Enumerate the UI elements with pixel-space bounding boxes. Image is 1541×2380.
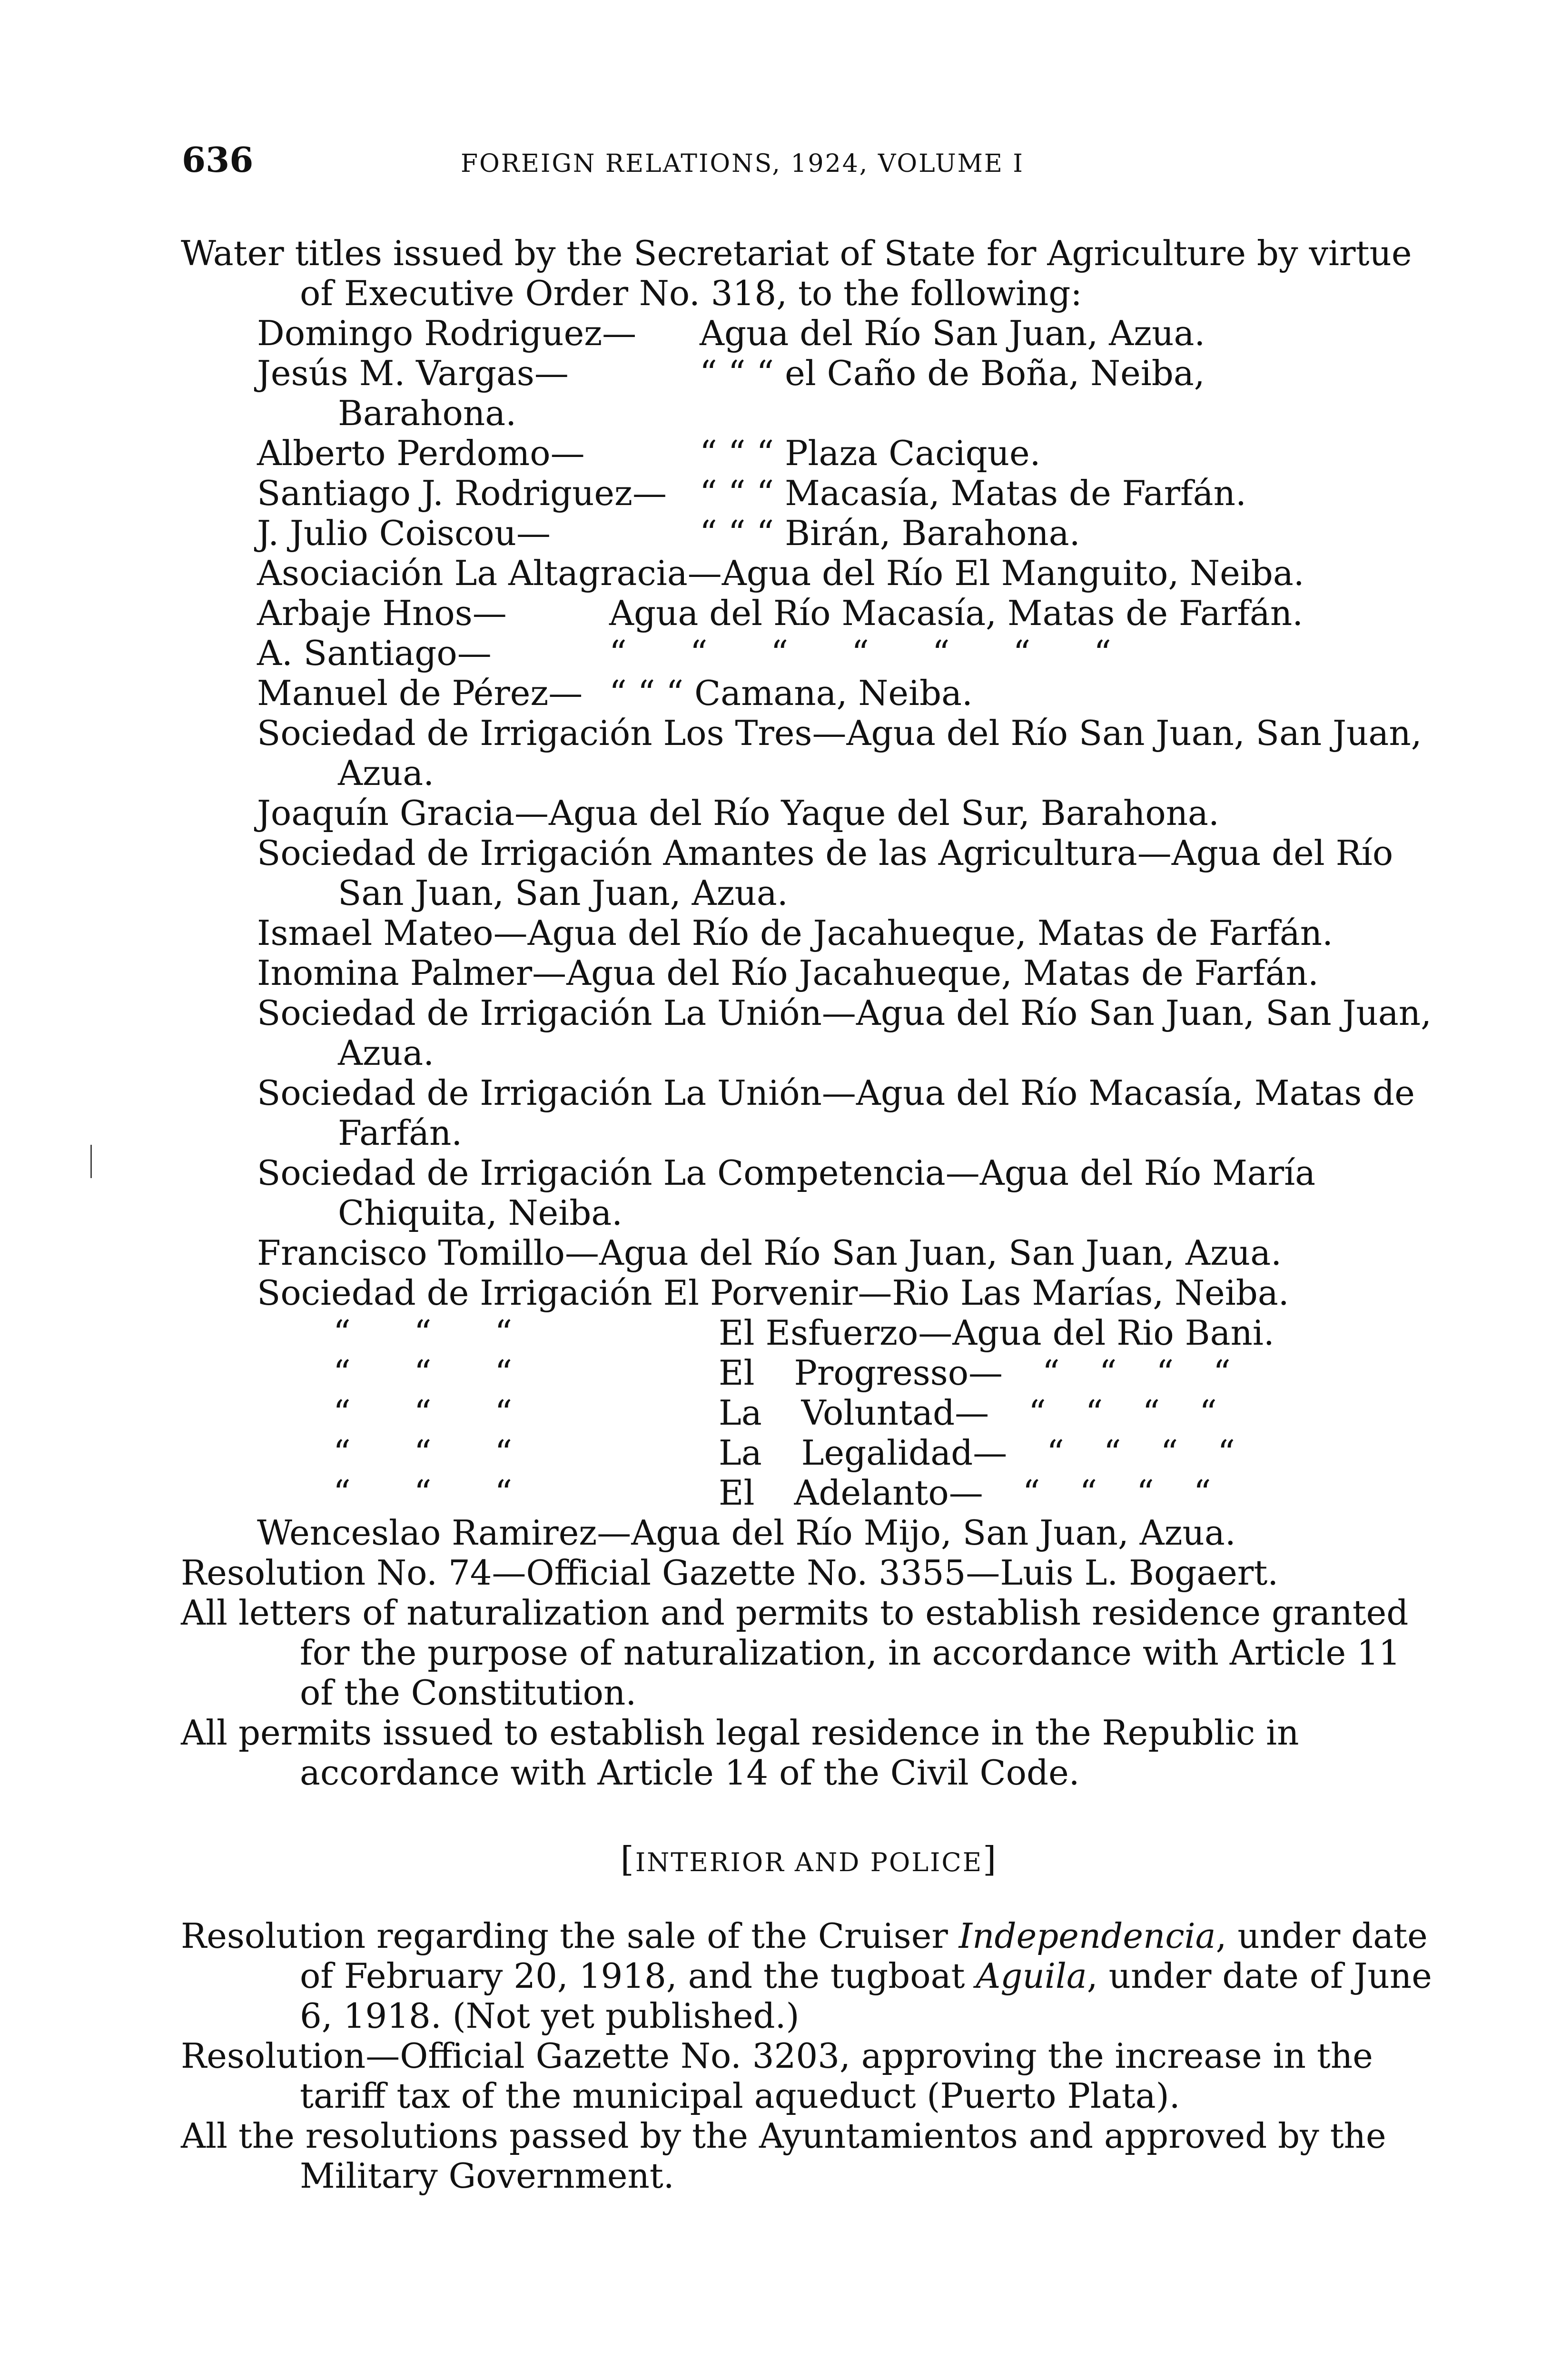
water-source: “ “ “ Birán, Barahona. [700,513,1080,553]
water-source: Agua del Río Macasía, Matas de Farfán. [609,593,1304,633]
list-item: Sociedad de Irrigación El Porvenir—Rio Las Marías, Neiba. [257,1273,1289,1313]
resolution-item: All letters of naturalization and permits to establish residence granted for the purpose of naturalization, in accordance with Article 11 of the Constitution. [181,1593,1409,1713]
list-item: Sociedad de Irrigación Los Tres—Agua del Río San Juan, San Juan, Azua. [257,713,1422,793]
holder-name: Manuel de Pérez— [257,673,583,713]
resolution-item: Resolution—Official Gazette No. 3203, approving the increase in the tariff tax of the municipal aqueduct (Puerto Plata). [181,2036,1373,2116]
list-item: Asociación La Altagracia—Agua del Río El Manguito, Neiba. [257,553,1304,593]
list-item: Sociedad de Irrigación La Unión—Agua del Río Macasía, Matas de Farfán. [257,1073,1415,1153]
boat-name: Aguila [976,1956,1087,1996]
ditto-text: El Esfuerzo—Agua del Rio Bani. [719,1313,1274,1353]
resolution-item: All permits issued to establish legal residence in the Republic in accordance with Article 14 of the Civil Code. [181,1713,1299,1793]
list-item: Joaquín Gracia—Agua del Río Yaque del Sur, Barahona. [257,793,1219,833]
list-item [257,593,1437,633]
resolution-item: Resolution No. 74—Official Gazette No. 3355—Luis L. Bogaert. [181,1553,1279,1593]
water-source: “ “ “ el Caño de Boña, Neiba, [700,353,1205,393]
section-heading-text: INTERIOR AND POLICE [635,1847,983,1877]
holder-name: Santiago J. Rodriguez— [257,473,667,513]
list-item [257,433,1437,473]
ditto-text: La Legalidad— “ “ “ “ [719,1433,1235,1473]
list-item: Sociedad de Irrigación Amantes de las Agricultura—Agua del Río San Juan, San Juan, Azua. [257,833,1393,913]
water-source: Agua del Río San Juan, Azua. [700,313,1205,353]
resolution-item [181,1916,1437,2036]
list-item [257,353,1437,393]
holder-name: J. Julio Coiscou— [257,513,551,553]
holder-name: Alberto Perdomo— [257,433,585,473]
running-title: FOREIGN RELATIONS, 1924, VOLUME I [461,149,1024,178]
ditto-marks: “ “ “ [333,1313,513,1353]
ditto-row [333,1313,1437,1353]
list-item: Sociedad de Irrigación La Competencia—Agua del Río María Chiquita, Neiba. [257,1153,1316,1233]
ditto-text: El Adelanto— “ “ “ “ [719,1473,1211,1513]
water-source: “ “ “ Macasía, Matas de Farfán. [700,473,1246,513]
ditto-row [333,1433,1437,1473]
ditto-row [333,1473,1437,1513]
holder-name: Domingo Rodriguez— [257,313,637,353]
ditto-text: El Progresso— “ “ “ “ [719,1353,1231,1393]
text-run: Resolution regarding the sale of the Cruiser [181,1916,959,1956]
ditto-marks: “ “ “ [333,1393,513,1433]
ditto-marks: “ “ “ [333,1433,513,1473]
resolution-item: All the resolutions passed by the Ayuntamientos and approved by the Military Government. [181,2116,1386,2196]
ditto-marks: “ “ “ [333,1473,513,1513]
page-body [181,233,1437,2196]
list-item: Wenceslao Ramirez—Agua del Río Mijo, San Juan, Azua. [257,1513,1236,1553]
water-source: “ “ “ Camana, Neiba. [609,673,973,713]
text-run: , under date of February 20, 1918, and the tugboat [300,1916,1428,1996]
holder-name: Jesús M. Vargas— [257,353,569,393]
list-item [257,673,1437,713]
list-item: Sociedad de Irrigación La Unión—Agua del Río San Juan, San Juan, Azua. [257,993,1432,1073]
water-source: “ “ “ “ “ “ “ [609,633,1111,673]
text-run: , under date of June 6, 1918. (Not yet published.) [300,1956,1432,2036]
list-item-continuation: Barahona. [338,393,517,433]
page-number: 636 [182,139,254,180]
ditto-text: La Voluntad— “ “ “ “ [719,1393,1217,1433]
margin-mark [90,1145,92,1178]
list-item: Francisco Tomillo—Agua del Río San Juan, San Juan, Azua. [257,1233,1282,1273]
water-titles-intro: Water titles issued by the Secretariat of State for Agriculture by virtue of Executive Order No. 318, to the following: [181,233,1412,313]
list-item [257,633,1437,673]
list-item: Ismael Mateo—Agua del Río de Jacahueque, Matas de Farfán. [257,913,1334,953]
list-item [257,473,1437,513]
holder-name: A. Santiago— [257,633,492,673]
list-item: Inomina Palmer—Agua del Río Jacahueque, Matas de Farfán. [257,953,1319,993]
list-item [257,313,1437,353]
ship-name: Independencia [958,1916,1216,1956]
water-source: “ “ “ Plaza Cacique. [700,433,1041,473]
section-heading: [INTERIOR AND POLICE] [620,1839,998,1879]
ditto-marks: “ “ “ [333,1353,513,1393]
ditto-row [333,1393,1437,1433]
list-item [257,513,1437,553]
ditto-row [333,1353,1437,1393]
holder-name: Arbaje Hnos— [257,593,507,633]
